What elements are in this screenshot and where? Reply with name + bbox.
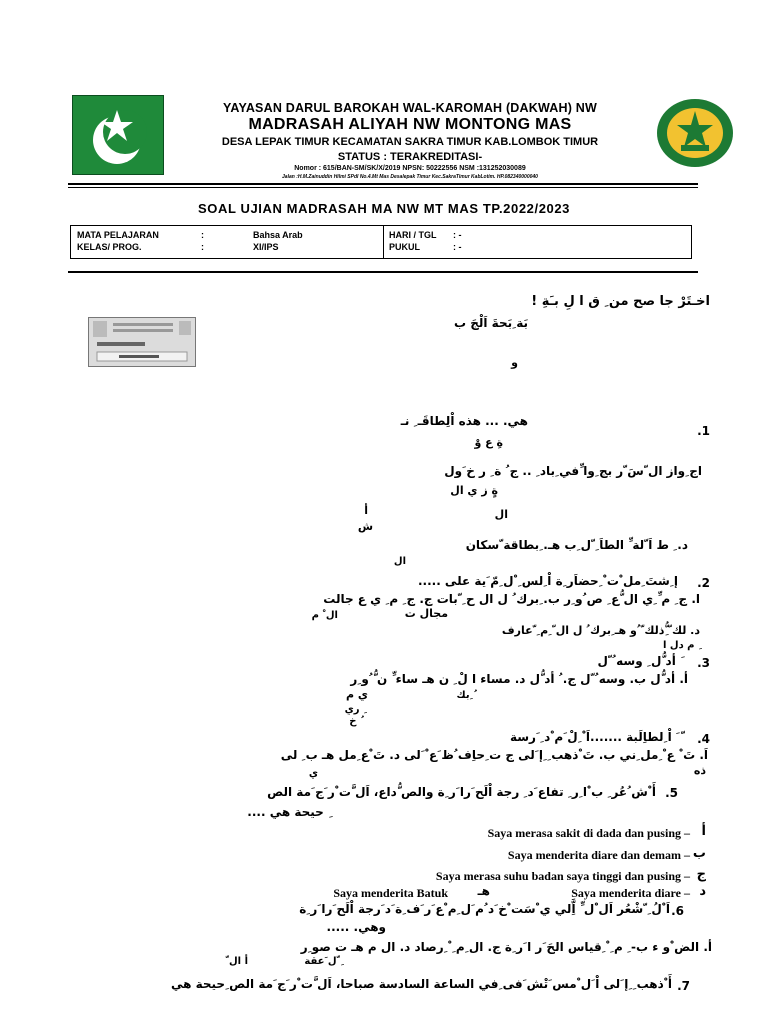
q3-number: 3. — [697, 656, 710, 670]
q3-options-a-sub4: ُ خ — [349, 716, 360, 727]
q5-option-b-text: Saya menderita diare dan demam – — [507, 848, 690, 862]
instruction-line-3: و — [511, 356, 518, 369]
exam-title: SOAL UJIAN MADRASAH MA NW MT MAS TP.2022/2023 — [197, 201, 571, 216]
school-name: MADRASAH ALIYAH NW MONTONG MAS — [248, 116, 572, 133]
q6-stem: اَ ْلُ ِ ّشْعُر اَل ْل ِّ اَِّلي ي ْسَت ْخ َد ُم َل ِم ْع َر َف ِة َد َرجة اْلَح َرا َر ِة — [299, 902, 670, 916]
q6-options-a-sub: ِ ّل َعقة — [304, 956, 340, 967]
q6-options-a: أ. الض ْو ء ب- ِ م ِ ْ ِقياس الحَ َر ا َر ِة ج. ال ِم ِ ْ ِرصاد د. ال م هـ ت صو ِر — [300, 940, 712, 954]
q5-option-d-text: Saya menderita diare – — [571, 886, 690, 900]
class-value: XI/IPS — [253, 242, 279, 252]
q2-options-a: ا. ج ِ م ِّ ِي ال ُّع ِ ص ُو ِر ب. ِبرك ُ ل ال ح ِ ّبات ج. ج ِ م ِ ي ع جالت — [323, 592, 700, 606]
day-value: : - — [453, 230, 462, 240]
time-value: : - — [453, 242, 462, 252]
q2-number: 2. — [697, 576, 710, 590]
q6-number: 6. — [671, 904, 684, 918]
instruction-line-2: بَة ِبَحةَ اَلْجَ ب — [454, 316, 528, 330]
exam-info-box — [70, 225, 692, 259]
q2-options-d-sub: ِ م دل ا — [662, 640, 698, 651]
school-logo — [72, 95, 164, 175]
q3-stem: َ أد ُّل ِ وسه ُ ّل — [597, 654, 680, 668]
q3-options-a-sub3: ِ ري — [344, 704, 363, 715]
q1-stem: هي. ... هذه اْلِطاقَـ ِ نـ — [400, 414, 528, 428]
ministry-emblem-icon — [655, 97, 735, 169]
q2-options-a-sub: مجال ت — [404, 607, 448, 620]
street-address: Jalan :H.M.Zainuddin Hilmi SPdI No.4.Mt Mas Desalepak Timur Kec.SakraTimur KabLotim. HP.082340000040 — [282, 174, 538, 180]
q2-options-a-sub2: ال ْ م — [311, 610, 338, 621]
q1-stem-sub: ةِ ع وْ — [474, 436, 503, 449]
q5-option-e-label: هـ — [477, 884, 490, 898]
q5-option-e-text: Saya menderita Batuk — [333, 886, 448, 900]
q3-options-a: أ. أد ُّل ب. وسه ُ ّل ج. ُ أد ُّل د. مساء ا لْ ِ ن هـ ساء ِّ ن ُّ ُو ِر — [350, 672, 688, 686]
q4-options-a-sub2: ي — [308, 768, 318, 779]
subject-value: Bahsa Arab — [253, 230, 303, 240]
q1-options-a-sub3: ال — [494, 508, 508, 521]
info-box-divider — [383, 226, 384, 258]
q4-stem: ّ َ اْ ِلطاِلَبة .......اَ ْ ِلْ َم ْد ِ َرسة — [509, 730, 680, 744]
student-card-image — [88, 317, 196, 367]
day-label: HARI / TGL — [389, 230, 437, 240]
ministry-logo — [655, 97, 735, 169]
q5-option-a-text: Saya merasa sakit di dada dan pusing – — [487, 826, 690, 840]
q6-options-a-sub2: أ ال ّ — [225, 956, 248, 967]
q4-options-a: اَ. تَ ْ ع ْ ِمل ِني ب. تَ ْذهب ِ ِإ َلى ج ت ِحاِف ُظ َع ْ َلى د. تَ ْع ِمل هـ ب ِ لى — [280, 748, 708, 762]
q1-number: 1. — [697, 424, 710, 438]
registration-numbers: Nomor : 615/BAN-SM/SK/X/2019 NPSN: 50222556 NSM :131252030089 — [294, 165, 526, 172]
q5-stem: أَ ْش ُعُر ِ ب ْا ِر ِ تفاع َد ِ رجة اْلَح َرا َر ِة والص ُّداع، اَل َّت ْر َج َمة الص — [267, 785, 656, 799]
class-label: KELAS/ PROG. — [77, 242, 142, 252]
school-address: DESA LEPAK TIMUR KECAMATAN SAKRA TIMUR KAB.LOMBOK TIMUR — [221, 136, 599, 148]
header-divider-thin — [68, 187, 698, 188]
q1-options-a-sub: ةٍ ز ي ال — [450, 484, 498, 497]
header-divider — [68, 183, 698, 185]
q4-options-a-sub: ذه — [693, 764, 706, 777]
foundation-name: YAYASAN DARUL BAROKAH WAL-KAROMAH (DAKWAH) NW — [222, 101, 598, 115]
q6-stem-2: وهي. ..... — [326, 920, 386, 934]
class-colon: : — [201, 242, 204, 252]
q5-stem-2: ِ حيحة هي .... — [247, 805, 328, 819]
q1-options-d: د. ِ ط اَ ّلة ِّ الطاَ ِ ّل ِب هـ. ِبطاقة ّسكان — [465, 538, 688, 552]
q1-options-d-sub: ال — [393, 556, 406, 567]
q5-option-b-label: ب — [692, 846, 706, 861]
q2-stem: إ ِشتَ ِمل ْت ْ ِحضاَر ِة اْ ِلس ِ ْل ِمّ َية على ..... — [417, 574, 678, 588]
q7-number: 7. — [677, 979, 690, 993]
q2-options-d: د. لك ّ ُِّذلك ّ ُو هـ ِبرك ُ ل ال ّ ِم ِ ّعارف — [501, 624, 700, 637]
id-card-icon — [89, 318, 195, 366]
q5-option-d-label: د — [699, 884, 706, 899]
q5-option-a-label: أ — [701, 824, 706, 839]
q3-options-a-sub2: ُ ِبك — [456, 690, 473, 701]
time-label: PUKUL — [389, 242, 420, 252]
q1-options-a: اج ِواز ال ّسَ ّر بج ِوا ِّفي ِباد ِ .. ج ُ ة ِ ر خ َول — [444, 464, 702, 478]
q4-number: 4. — [697, 732, 710, 746]
info-divider — [68, 271, 698, 273]
q5-option-c-label: ج — [696, 867, 706, 882]
q1-options-a-sub4: ش — [357, 520, 373, 533]
q3-options-a-sub: ي م — [346, 688, 368, 701]
q1-options-a-sub2: أ — [364, 504, 368, 517]
subject-colon: : — [201, 230, 204, 240]
instruction-line-1: اخـتَرْ جا صح من ِ ق ا لِ بـَةِ ! — [531, 294, 710, 309]
q5-option-c-text: Saya merasa suhu badan saya tinggi dan pusing – — [435, 869, 690, 883]
crescent-star-icon — [73, 96, 163, 174]
q7-stem: أَ ْذهب ِ ِإ َلى اْ َل ْمس َتْش َفى ِفي الساعة السادسة صباحا، اَل َّت ْر َج َمة الص ِحيحة هي — [170, 977, 672, 991]
q5-number: 5. — [665, 786, 678, 800]
subject-label: MATA PELAJARAN — [77, 230, 159, 240]
accreditation-status: STATUS : TERAKREDITASI- — [337, 151, 483, 163]
